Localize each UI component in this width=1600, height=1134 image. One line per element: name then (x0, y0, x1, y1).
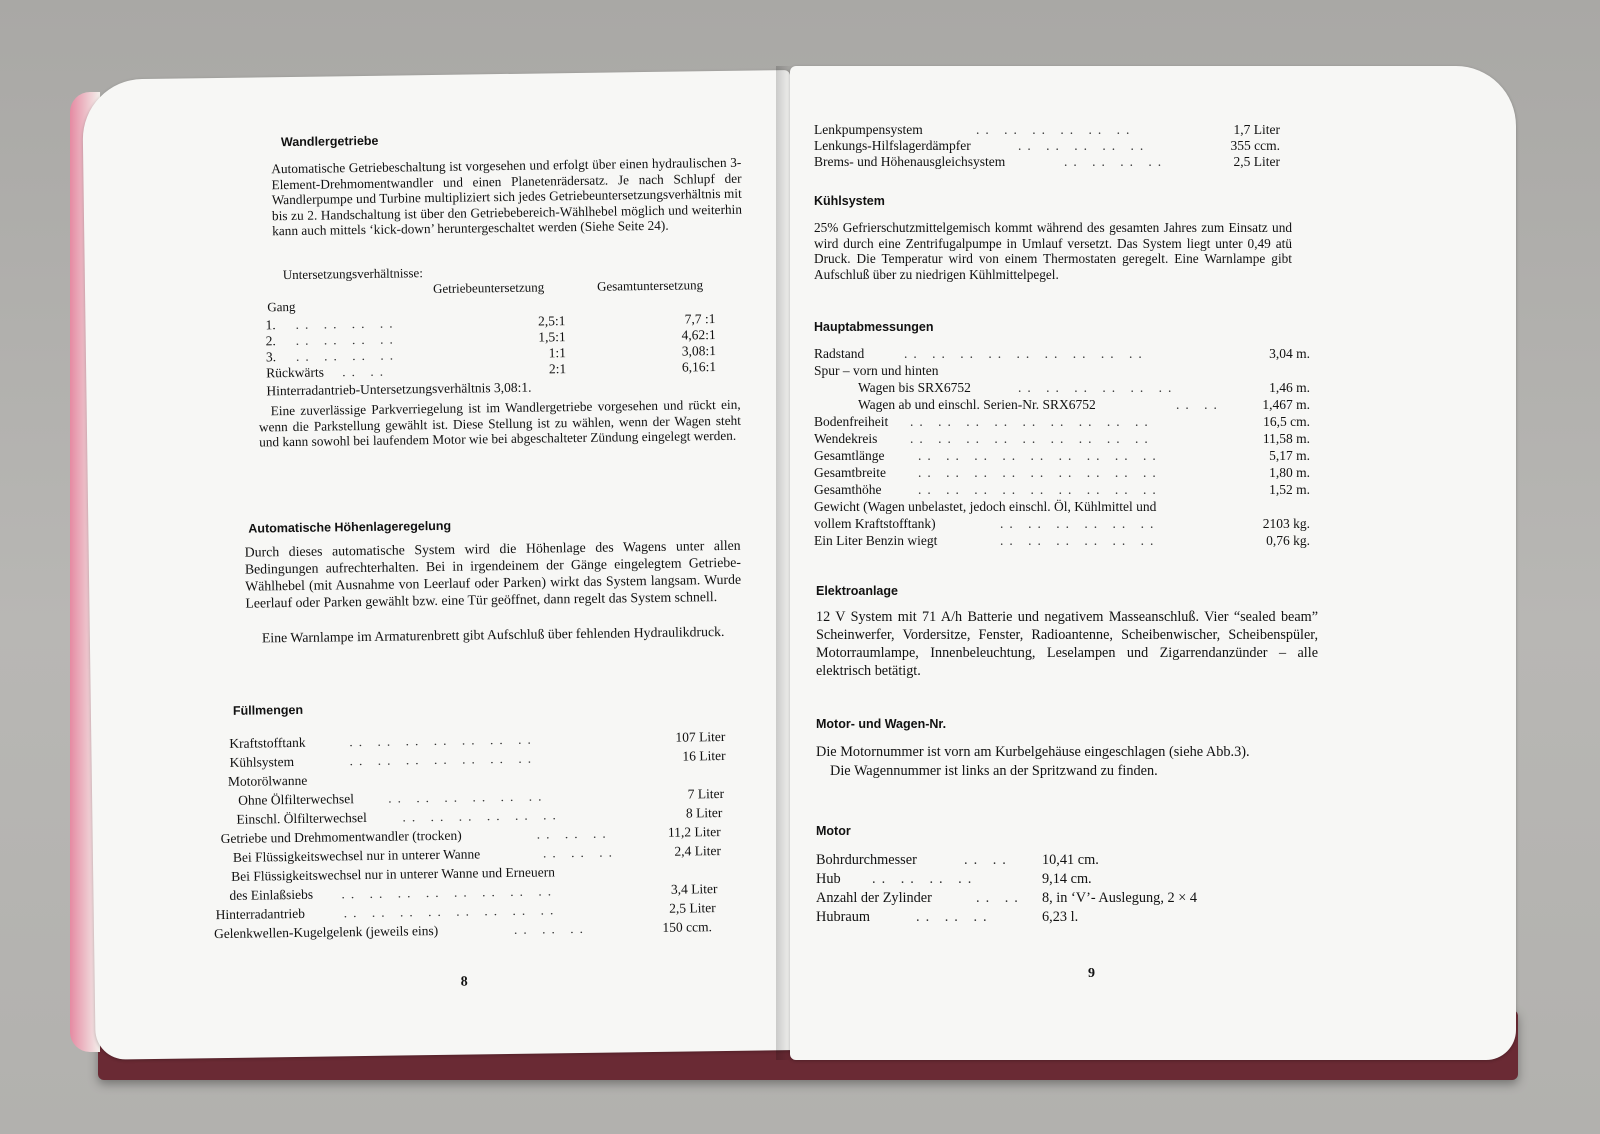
table-row: 2. .. .. .. .. 1,5:1 4,62:1 (265, 327, 716, 349)
list-item: Brems- und Höhenausgleichsystem .. .. .. .. 2,5 Liter (814, 154, 1280, 169)
heading-elektroanlage: Elektroanlage (816, 584, 898, 598)
list-item: Gesamthöhe .. .. .. .. .. .. .. .. .. 1,52 m. (814, 482, 1310, 497)
list-item: Einschl. Ölfilterwechsel .. .. .. .. .. .. 8 Liter (236, 805, 723, 827)
left-page (82, 70, 804, 1060)
motornummer-line: Die Motornummer ist vorn am Kurbelgehäuse eingeschlagen (siehe Abb.3). (816, 744, 1250, 760)
list-item: Kühlsystem .. .. .. .. .. .. .. 16 Liter (229, 747, 726, 770)
para-kuehlsystem: 25% Gefrierschutzmittelgemisch kommt während des gesamten Jahres zum Einsatz und wird durch eine Zentrifugalpumpe in Umlauf versetzt. Das System liegt unter 0,49 atü Druck. Die Temperatur wird von einem Thermostaten geregelt. Eine Warnlampe gibt Aufschluß über zu niedrigen Kühlmittelpegel. (814, 220, 1292, 282)
list-item: des Einlaßsiebs .. .. .. .. .. .. .. .. 3,4 Liter (229, 881, 718, 903)
list-item: Anzahl der Zylinder .. .. 8, in ‘V’- Auslegung, 2 × 4 (816, 890, 1197, 906)
list-item: Hinterradantrieb .. .. .. .. .. .. .. .. 2,5 Liter (215, 900, 716, 923)
heading-hauptabmessungen: Hauptabmessungen (814, 320, 934, 334)
table-row: 3. .. .. .. .. 1:1 3,08:1 (265, 343, 717, 365)
heading-kuehlsystem: Kühlsystem (814, 194, 885, 208)
list-item: Bei Flüssigkeitswechsel nur in unterer Wanne .. .. .. 2,4 Liter (232, 843, 721, 865)
list-item: Wendekreis .. .. .. .. .. .. .. .. .. 11,58 m. (814, 431, 1310, 446)
list-item: Lenkungs-Hilfslagerdämpfer .. .. .. .. .. 355 ccm. (814, 138, 1280, 153)
wagennummer-line: Die Wagennummer ist links an der Spritzwand zu finden. (830, 763, 1158, 779)
para-wandler: Automatische Getriebeschaltung ist vorgesehen und erfolgt über einen hydraulischen 3-Element-Drehmomentwandler und einen Planetenrädersatz. Je nach Schlupf der Wandlerpumpe und Turbine multipliziert sich jedes Getriebeuntersetzungsverhältnis mit bis zu 2. Handschaltung ist über den Getriebebereich-Wählhebel möglich und weiterhin kann auch mittels ‘kick-down’ heruntergeschaltet werden (Siehe Seite 24). (271, 154, 743, 239)
list-item: Getriebe und Drehmomentwandler (trocken) .. .. .. 11,2 Liter (220, 824, 721, 847)
table-row: 1. .. .. .. .. 2,5:1 7,7 :1 (265, 311, 716, 333)
para-hoehenlage: Durch dieses automatische System wird die Höhenlage des Wagens unter allen Bedingungen aufrechterhalten. Bei in irgendeinem der Gänge eingelegtem Getriebe-Wählhebel (mit Ausnahme von Leerlauf oder Parken) wirkt das System langsam. Wurde Leerlauf oder Parken gewählt bzw. eine Tür geöffnet, dann regelt das System schnell. (244, 537, 742, 611)
list-item: Wagen bis SRX6752 .. .. .. .. .. .. 1,46 m. (858, 380, 1310, 395)
list-item: Bohrdurchmesser .. .. 10,41 cm. (816, 852, 1099, 868)
heading-hoehenlage: Automatische Höhenlageregelung (248, 518, 452, 536)
list-item: Bodenfreiheit .. .. .. .. .. .. .. .. .. 16,5 cm. (814, 414, 1310, 429)
list-item: Spur – vorn und hinten (814, 363, 939, 378)
list-item: Bei Flüssigkeitswechsel nur in unterer Wanne und Erneuern (231, 864, 555, 884)
list-item: Gesamtbreite .. .. .. .. .. .. .. .. .. 1,80 m. (814, 465, 1310, 480)
list-item: vollem Kraftstofftank) .. .. .. .. .. .. 2103 kg. (814, 516, 1310, 531)
hinterrad-ratio: Hinterradantrieb-Untersetzungsverhältnis 3,08:1. (266, 379, 532, 399)
page-number: 9 (1088, 966, 1095, 981)
heading-motor: Motor (816, 824, 851, 838)
list-item: Gewicht (Wagen unbelastet, jedoch einschl. Öl, Kühlmittel und (814, 499, 1157, 514)
para-elektroanlage: 12 V System mit 71 A/h Batterie und negativem Masseanschluß. Vier “sealed beam” Scheinwerfer, Vordersitze, Fenster, Radioantenne, Scheibenwischer, Scheibenspüler, Motorraumlampe, Innenbeleuchtung, Leselampen und Zigarrendanzünder – alle elektrisch betätigt. (816, 609, 1318, 679)
col-gang: Gang (267, 298, 296, 315)
para-warnlampe: Eine Warnlampe im Armaturenbrett gibt Aufschluß über fehlenden Hydraulikdruck. (261, 623, 725, 646)
list-item: Ohne Ölfilterwechsel .. .. .. .. .. .. 7 Liter (238, 785, 725, 808)
list-item: Hubraum .. .. .. 6,23 l. (816, 909, 1079, 925)
heading-wandlergetriebe: Wandlergetriebe (280, 133, 379, 150)
list-item: Gesamtlänge .. .. .. .. .. .. .. .. .. 5,17 m. (814, 448, 1310, 463)
table-row: Rückwärts .. .. 2:1 6,16:1 (266, 359, 717, 381)
heading-fuellmengen: Füllmengen (232, 702, 304, 718)
page-number: 8 (460, 974, 468, 990)
col-getriebe: Getriebeuntersetzung (432, 279, 545, 297)
list-item: Ein Liter Benzin wiegt .. .. .. .. .. .. 0,76 kg. (814, 533, 1310, 548)
list-item: Radstand .. .. .. .. .. .. .. .. .. 3,04 m. (814, 346, 1310, 361)
table-title: Untersetzungsverhältnisse: (282, 265, 423, 283)
list-item: Kraftstofftank .. .. .. .. .. .. .. 107 Liter (229, 728, 726, 751)
heading-motor-wagen-nr: Motor- und Wagen-Nr. (816, 717, 947, 731)
list-item: Lenkpumpensystem .. .. .. .. .. .. 1,7 Liter (814, 122, 1280, 137)
para-park: Eine zuverlässige Parkverriegelung ist im Wandlergetriebe vorgesehen und rückt ein, wenn die Parkstellung gewählt ist. Diese Stellung ist zu wählen, wenn der Wagen steht und kann sowohl bei laufendem Motor wie bei abgeschalteter Zündung eingelegt werden. (258, 396, 741, 450)
list-item: Motorölwanne (227, 772, 308, 789)
list-item: Gelenkwellen-Kugelgelenk (jeweils eins) .. .. .. 150 ccm. (213, 919, 713, 942)
list-item: Hub .. .. .. .. 9,14 cm. (816, 871, 1092, 887)
col-gesamt: Gesamtuntersetzung (596, 277, 704, 294)
right-page (790, 66, 1516, 1060)
list-item: Wagen ab und einschl. Serien-Nr. SRX6752 .. .. 1,467 m. (858, 397, 1310, 412)
